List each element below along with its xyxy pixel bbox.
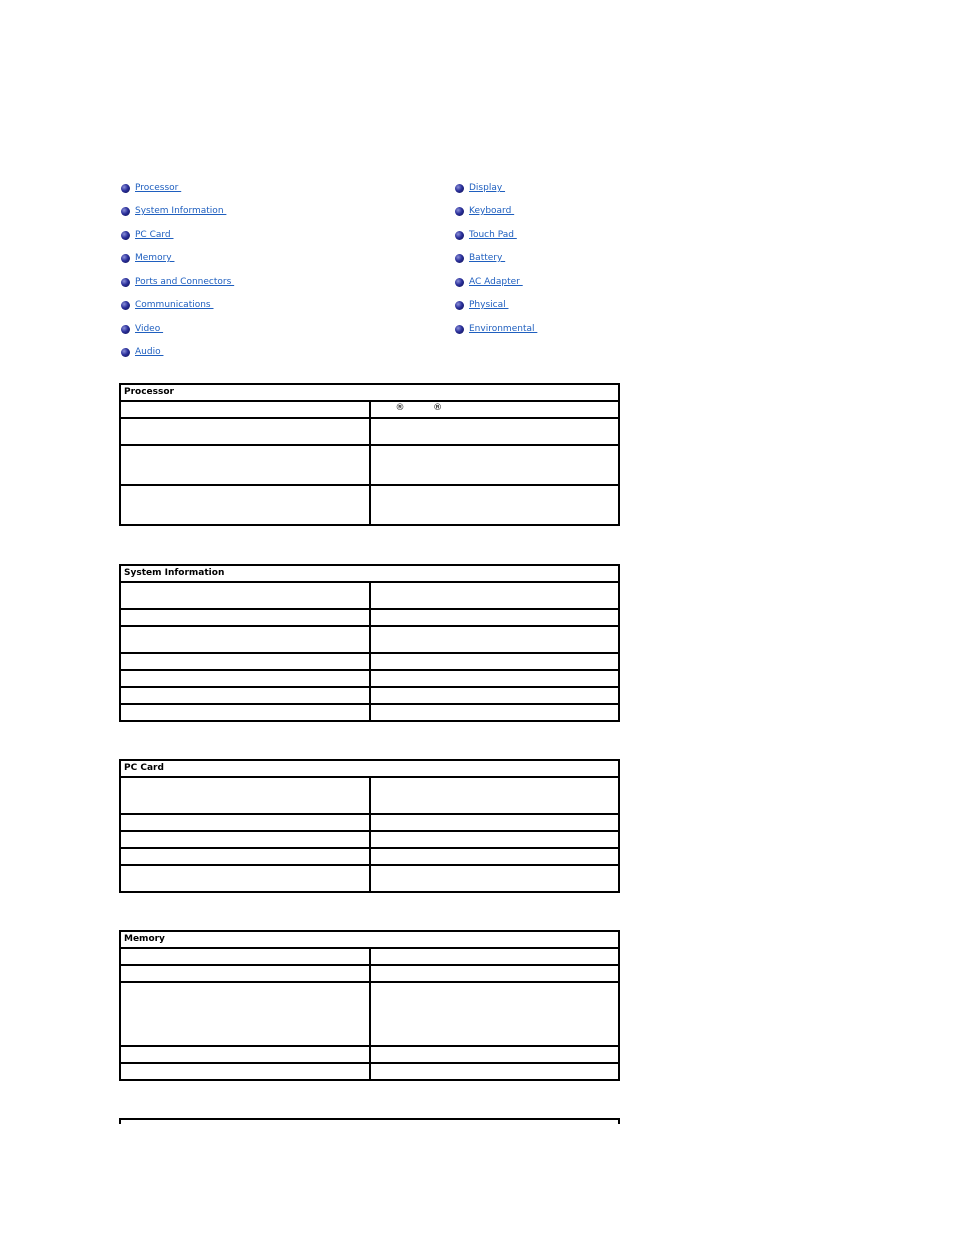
link-pc-card[interactable]: PC Card xyxy=(135,230,174,240)
bullet-icon xyxy=(455,278,464,287)
pc-card-table xyxy=(119,759,620,893)
table-cell xyxy=(370,670,620,687)
table-cell xyxy=(370,777,620,814)
table-cell xyxy=(120,609,370,626)
next-table-edge xyxy=(119,1118,620,1124)
table-cell xyxy=(370,401,620,418)
table-cell xyxy=(120,626,370,653)
bullet-icon xyxy=(455,207,464,216)
table-cell xyxy=(120,1046,370,1063)
table-cell xyxy=(120,401,370,418)
nav-item-ports-and-connectors[interactable] xyxy=(121,275,234,289)
table-cell xyxy=(120,982,370,1046)
section-link-list xyxy=(121,181,621,371)
nav-item-communications[interactable] xyxy=(121,298,214,312)
link-system-information[interactable]: System Information xyxy=(135,206,227,216)
table-cell xyxy=(370,831,620,848)
link-memory[interactable]: Memory xyxy=(135,253,175,263)
bullet-icon xyxy=(121,231,130,240)
bullet-icon xyxy=(455,231,464,240)
link-touch-pad[interactable]: Touch Pad xyxy=(469,230,517,240)
bullet-icon xyxy=(121,325,130,334)
processor-table xyxy=(119,383,620,526)
link-environmental[interactable]: Environmental xyxy=(469,324,538,334)
link-communications[interactable]: Communications xyxy=(135,300,214,310)
bullet-icon xyxy=(455,325,464,334)
nav-item-system-information[interactable] xyxy=(121,204,226,218)
table-cell xyxy=(370,1063,620,1080)
table-cell xyxy=(120,687,370,704)
table-title: Memory xyxy=(120,931,619,948)
table-cell xyxy=(120,965,370,982)
table-cell xyxy=(120,445,370,485)
nav-item-touch-pad[interactable] xyxy=(455,228,517,242)
bullet-icon xyxy=(121,207,130,216)
link-battery[interactable]: Battery xyxy=(469,253,506,263)
nav-item-environmental[interactable] xyxy=(455,322,537,336)
table-cell xyxy=(120,948,370,965)
table-cell xyxy=(370,418,620,445)
table-cell xyxy=(370,982,620,1046)
table-title: System Information xyxy=(120,565,619,582)
table-cell xyxy=(120,865,370,892)
table-cell xyxy=(120,582,370,609)
table-cell xyxy=(370,814,620,831)
memory-table xyxy=(119,930,620,1081)
table-cell xyxy=(120,814,370,831)
table-cell xyxy=(370,848,620,865)
bullet-icon xyxy=(121,278,130,287)
table-cell xyxy=(120,777,370,814)
table-cell xyxy=(120,831,370,848)
bullet-icon xyxy=(121,348,130,357)
nav-item-video[interactable] xyxy=(121,322,163,336)
nav-item-pc-card[interactable] xyxy=(121,228,174,242)
system-information-table xyxy=(119,564,620,722)
link-display[interactable]: Display xyxy=(469,183,506,193)
nav-item-ac-adapter[interactable] xyxy=(455,275,523,289)
bullet-icon xyxy=(121,184,130,193)
link-video[interactable]: Video xyxy=(135,324,164,334)
bullet-icon xyxy=(121,301,130,310)
table-cell xyxy=(370,865,620,892)
nav-item-battery[interactable] xyxy=(455,251,505,265)
table-cell xyxy=(120,848,370,865)
trademark-text: ® ® xyxy=(395,403,443,413)
link-ac-adapter[interactable]: AC Adapter xyxy=(469,277,523,287)
table-cell xyxy=(370,965,620,982)
nav-item-physical[interactable] xyxy=(455,298,508,312)
table-cell xyxy=(370,1046,620,1063)
table-cell xyxy=(370,626,620,653)
table-cell xyxy=(120,1063,370,1080)
link-keyboard[interactable]: Keyboard xyxy=(469,206,515,216)
bullet-icon xyxy=(455,301,464,310)
table-title: Processor xyxy=(120,384,619,401)
nav-item-keyboard[interactable] xyxy=(455,204,514,218)
table-title: PC Card xyxy=(120,760,619,777)
table-cell xyxy=(370,485,620,525)
bullet-icon xyxy=(455,184,464,193)
nav-item-memory[interactable] xyxy=(121,251,174,265)
link-audio[interactable]: Audio xyxy=(135,347,164,357)
nav-item-audio[interactable] xyxy=(121,345,163,359)
table-cell xyxy=(120,704,370,721)
nav-item-processor[interactable] xyxy=(121,181,181,195)
bullet-icon xyxy=(121,254,130,263)
table-cell xyxy=(370,653,620,670)
nav-item-display[interactable] xyxy=(455,181,505,195)
table-cell xyxy=(120,418,370,445)
table-cell xyxy=(370,948,620,965)
table-cell xyxy=(370,704,620,721)
table-cell xyxy=(120,653,370,670)
table-cell xyxy=(370,582,620,609)
link-processor[interactable]: Processor xyxy=(135,183,182,193)
table-cell xyxy=(370,445,620,485)
link-physical[interactable]: Physical xyxy=(469,300,509,310)
table-cell xyxy=(370,687,620,704)
bullet-icon xyxy=(455,254,464,263)
table-cell xyxy=(120,485,370,525)
link-ports-and-connectors[interactable]: Ports and Connectors xyxy=(135,277,235,287)
table-cell xyxy=(370,609,620,626)
table-cell xyxy=(120,670,370,687)
